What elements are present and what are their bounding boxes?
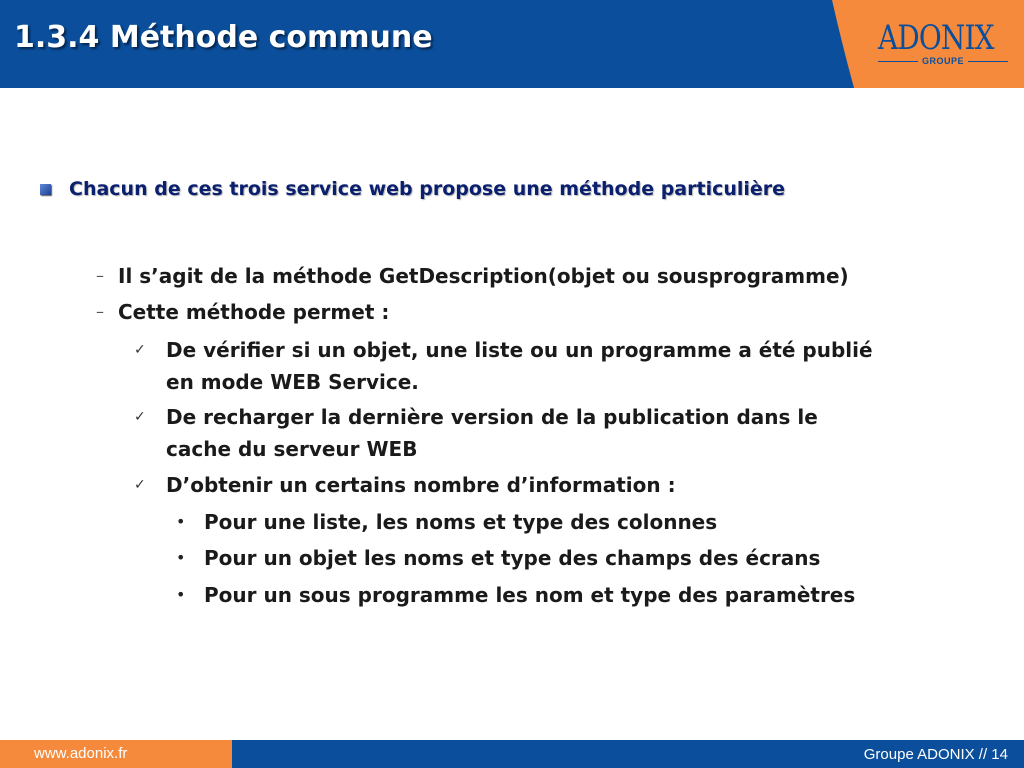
check-item-1 xyxy=(134,334,873,398)
dash-item-1 xyxy=(96,260,849,292)
dot-item-2 xyxy=(176,542,820,574)
website-link[interactable]: www.adonix.fr xyxy=(34,745,128,762)
checkmark-icon: ✓ xyxy=(134,477,146,493)
square-bullet-icon xyxy=(40,184,51,195)
item-text: Pour un sous programme les nom et type des paramètres xyxy=(204,583,856,607)
dot-item-3 xyxy=(176,579,855,611)
bullet-dot-icon: • xyxy=(176,512,186,531)
logo-rule-left xyxy=(878,61,918,62)
dash-icon: – xyxy=(96,302,104,321)
item-text: D’obtenir un certains nombre d’information : xyxy=(166,473,676,497)
item-text: Pour un objet les noms et type des champs des écrans xyxy=(204,546,821,570)
dash-icon: – xyxy=(96,266,104,285)
check-item-3 xyxy=(134,469,676,501)
bullet-dot-icon: • xyxy=(176,548,186,567)
dot-item-1 xyxy=(176,506,717,538)
item-text-line: De recharger la dernière version de la publication dans le xyxy=(166,405,818,429)
logo-sub xyxy=(878,56,1008,66)
footer-bar xyxy=(0,740,1024,768)
footer-left-panel xyxy=(0,740,232,768)
check-item-2 xyxy=(134,401,818,465)
item-text-line: en mode WEB Service. xyxy=(166,370,419,394)
item-text-line: cache du serveur WEB xyxy=(166,437,418,461)
level1-bullet-item xyxy=(40,178,785,200)
level1-text: Chacun de ces trois service web propose une méthode particulière xyxy=(69,178,786,200)
logo-sub-text: GROUPE xyxy=(922,56,965,66)
logo-panel xyxy=(832,0,1024,88)
header-bar xyxy=(0,0,1024,88)
page-number: Groupe ADONIX // 14 xyxy=(863,746,1008,763)
bullet-dot-icon: • xyxy=(176,585,186,604)
dash-item-2 xyxy=(96,296,389,328)
item-text-line: De vérifier si un objet, une liste ou un programme a été publié xyxy=(166,338,873,362)
checkmark-icon: ✓ xyxy=(134,409,146,425)
logo-rule-right xyxy=(968,61,1008,62)
checkmark-icon: ✓ xyxy=(134,342,146,358)
item-text: Pour une liste, les noms et type des colonnes xyxy=(204,510,718,534)
item-text: Cette méthode permet : xyxy=(118,300,390,324)
adonix-logo: ADONIX xyxy=(878,18,994,58)
slide-title: 1.3.4 Méthode commune xyxy=(14,20,433,55)
item-text: Il s’agit de la méthode GetDescription(objet ou sousprogramme) xyxy=(118,264,849,288)
